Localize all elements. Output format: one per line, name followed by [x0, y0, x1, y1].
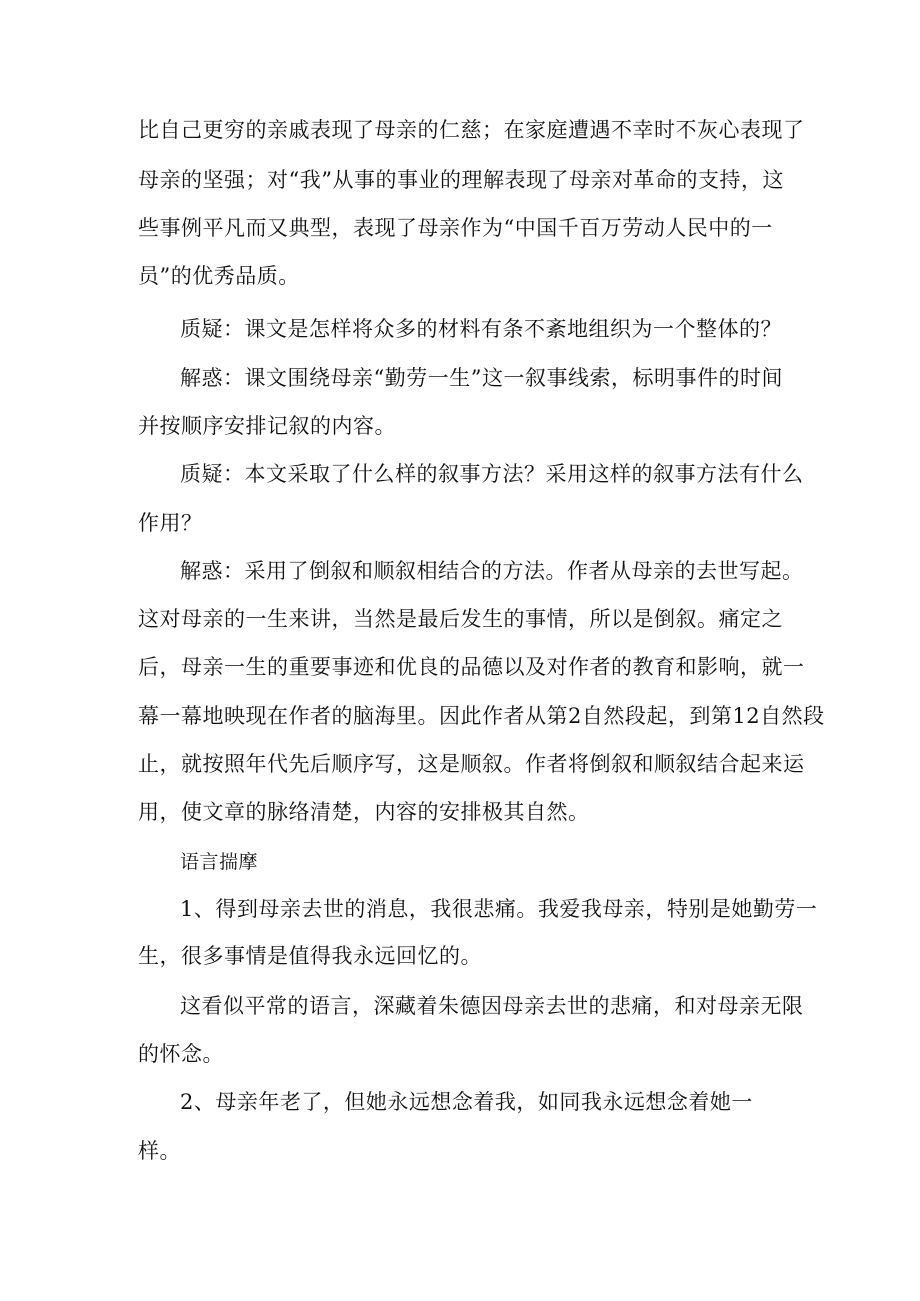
paragraph-line: 这对母亲的一生来讲，当然是最后发生的事情，所以是倒叙。痛定之	[138, 607, 783, 631]
paragraph-line: 比自己更穷的亲戚表现了母亲的仁慈；在家庭遭遇不幸时不灰心表现了	[138, 118, 805, 142]
quote-line: 1、得到母亲去世的消息，我很悲痛。我爱我母亲，特别是她勤劳一	[180, 897, 818, 921]
answer-line: 解惑：采用了倒叙和顺叙相结合的方法。作者从母亲的去世写起。	[180, 559, 804, 583]
question-line: 质疑：本文采取了什么样的叙事方法？采用这样的叙事方法有什么	[180, 462, 804, 486]
paragraph-line: 的怀念。	[138, 1042, 224, 1066]
paragraph-line: 员”的优秀品质。	[138, 264, 300, 288]
answer-line: 解惑：课文围绕母亲“勤劳一生”这一叙事线索，标明事件的时间	[180, 366, 783, 390]
paragraph-line: 生，很多事情是值得我永远回忆的。	[138, 944, 482, 968]
section-heading: 语言揣摩	[180, 851, 259, 873]
paragraph-line: 并按顺序安排记叙的内容。	[138, 414, 396, 438]
paragraph-line: 母亲的坚强；对“我”从事的事业的理解表现了母亲对革命的支持，这	[138, 168, 784, 192]
paragraph-line: 用，使文章的脉络清楚，内容的安排极其自然。	[138, 800, 590, 824]
paragraph-line: 作用？	[138, 511, 203, 535]
paragraph-line: 幕一幕地映现在作者的脑海里。因此作者从第2自然段起，到第12自然段	[138, 704, 825, 728]
paragraph-line: 后，母亲一生的重要事迹和优良的品德以及对作者的教育和影响，就一	[138, 655, 805, 679]
question-line: 质疑：课文是怎样将众多的材料有条不紊地组织为一个整体的？	[180, 317, 782, 341]
quote-line: 2、母亲年老了，但她永远想念着我，如同我永远想念着她一	[180, 1090, 753, 1114]
paragraph-line: 样。	[138, 1139, 181, 1163]
paragraph-line: 止，就按照年代先后顺序写，这是顺叙。作者将倒叙和顺叙结合起来运	[138, 752, 805, 776]
analysis-line: 这看似平常的语言，深藏着朱德因母亲去世的悲痛，和对母亲无限	[180, 994, 804, 1018]
paragraph-line: 些事例平凡而又典型，表现了母亲作为“中国千百万劳动人民中的一	[138, 216, 773, 240]
